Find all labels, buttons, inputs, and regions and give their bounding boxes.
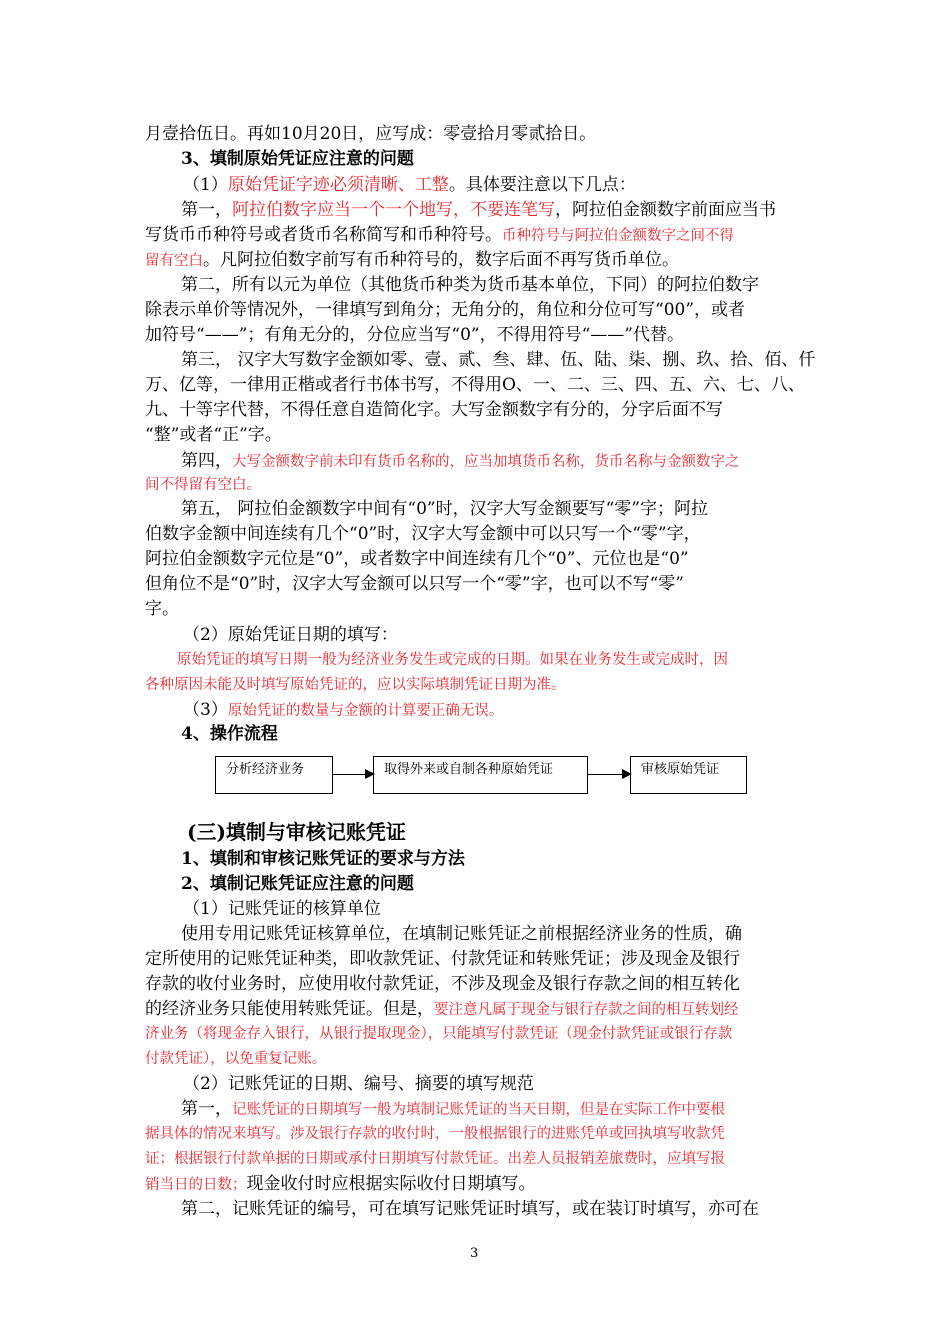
paragraph-line: 第一，记账凭证的日期填写一般为填制记账凭证的当天日期，但是在实际工作中要根: [181, 1099, 725, 1119]
paragraph-line: 字。: [145, 599, 179, 619]
paragraph-line: （1）原始凭证字迹必须清晰、工整。具体要注意以下几点：: [183, 175, 636, 195]
paragraph-line: （1）记账凭证的核算单位: [183, 899, 381, 919]
paragraph-line: （2）原始凭证日期的填写：: [183, 625, 398, 645]
paragraph-line: 第二，记账凭证的编号，可在填写记账凭证时填写，或在装订时填写，亦可在: [181, 1199, 759, 1219]
paragraph-line: 加符号“——”；有角无分的，分位应当写“0”，不得用符号“——”代替。: [145, 325, 684, 345]
flow-step-obtain: 取得外来或自制各种原始凭证: [373, 756, 588, 794]
flow-step-analyze: 分析经济业务: [215, 756, 333, 794]
paragraph-line: 第二，所有以元为单位（其他货币种类为货币基本单位，下同）的阿拉伯数字: [181, 275, 759, 295]
paragraph-line: （2）记账凭证的日期、编号、摘要的填写规范: [183, 1074, 534, 1094]
paragraph-line: 间不得留有空白。: [145, 477, 261, 493]
paragraph-line: 写货币币种符号或者货币名称简写和币种符号。币种符号与阿拉伯金额数字之间不得: [145, 225, 734, 245]
section-heading: 2、填制记账凭证应注意的问题: [181, 874, 414, 894]
paragraph-line: 销当日的日数；现金收付时应根据实际收付日期填写。: [145, 1174, 536, 1194]
process-flow-diagram: [215, 756, 755, 798]
paragraph-line: 第四，大写金额数字前未印有货币名称的，应当加填货币名称，货币名称与金额数字之: [181, 451, 740, 471]
section-heading: 4、操作流程: [181, 724, 278, 744]
paragraph-line: 使用专用记账凭证核算单位，在填制记账凭证之前根据经济业务的性质，确: [181, 924, 742, 944]
paragraph-line: 据具体的情况来填写。涉及银行存款的收付时，一般根据银行的进账凭单或回执填写收款凭: [145, 1126, 725, 1142]
flow-arrow-icon: [588, 774, 630, 775]
paragraph-line: 万、亿等，一律用正楷或者行书体书写，不得用O、一、二、三、四、五、六、七、八、: [145, 375, 805, 395]
paragraph-line: 第五， 阿拉伯金额数字中间有“0”时，汉字大写金额要写“零”字；阿拉: [181, 499, 708, 519]
paragraph-line: 除表示单价等情况外，一律填写到角分；无角分的，角位和分位可写“00”，或者: [145, 300, 746, 320]
paragraph-line: 但角位不是“0”时，汉字大写金额可以只写一个“零”字，也可以不写“零”: [145, 574, 684, 594]
section-heading: 3、填制原始凭证应注意的问题: [181, 149, 414, 169]
paragraph-line: 付款凭证），以免重复记账。: [145, 1051, 327, 1067]
flow-arrow-icon: [333, 774, 373, 775]
paragraph-line: 各种原因未能及时填写原始凭证的，应以实际填制凭证日期为准。: [145, 677, 566, 693]
paragraph-line: 的经济业务只能使用转账凭证。但是，要注意凡属于现金与银行存款之间的相互转划经: [145, 999, 739, 1019]
paragraph-line: 九、十等字代替，不得任意自造简化字。大写金额数字有分的，分字后面不写: [145, 400, 723, 420]
paragraph-line: 月壹拾伍日。再如10月20日，应写成：零壹拾月零贰拾日。: [145, 124, 597, 144]
paragraph-line: 济业务（将现金存入银行，从银行提取现金），只能填写付款凭证（现金付款凭证或银行存款: [145, 1026, 733, 1042]
section-title: (三)填制与审核记账凭证: [187, 820, 406, 844]
paragraph-line: 第三， 汉字大写数字金额如零、壹、贰、叁、肆、伍、陆、柒、捌、玖、拾、佰、仟: [181, 350, 816, 370]
flow-step-review: 审核原始凭证: [630, 756, 747, 794]
paragraph-line: 存款的收付业务时，应使用收付款凭证，不涉及现金及银行存款之间的相互转化: [145, 974, 740, 994]
paragraph-line: “整”或者“正”字。: [145, 425, 282, 445]
paragraph-line: 定所使用的记账凭证种类，即收款凭证、付款凭证和转账凭证；涉及现金及银行: [145, 949, 740, 969]
page-number: 3: [470, 1246, 479, 1261]
paragraph-line: 证；根据银行付款单据的日期或承付日期填写付款凭证。出差人员报销差旅费时，应填写报: [145, 1151, 725, 1167]
paragraph-line: 原始凭证的填写日期一般为经济业务发生或完成的日期。如果在业务发生或完成时，因: [177, 652, 728, 668]
paragraph-line: 伯数字金额中间连续有几个“0”时，汉字大写金额中可以只写一个“零”字，: [145, 524, 701, 544]
paragraph-line: 阿拉伯金额数字元位是“0”，或者数字中间连续有几个“0”、元位也是“0”: [145, 549, 689, 569]
paragraph-line: （3）原始凭证的数量与金额的计算要正确无误。: [183, 700, 504, 720]
paragraph-line: 留有空白。凡阿拉伯数字前写有币种符号的，数字后面不再写货币单位。: [145, 250, 679, 270]
section-heading: 1、填制和审核记账凭证的要求与方法: [181, 849, 465, 869]
paragraph-line: 第一，阿拉伯数字应当一个一个地写，不要连笔写，阿拉伯金额数字前面应当书: [181, 200, 776, 220]
